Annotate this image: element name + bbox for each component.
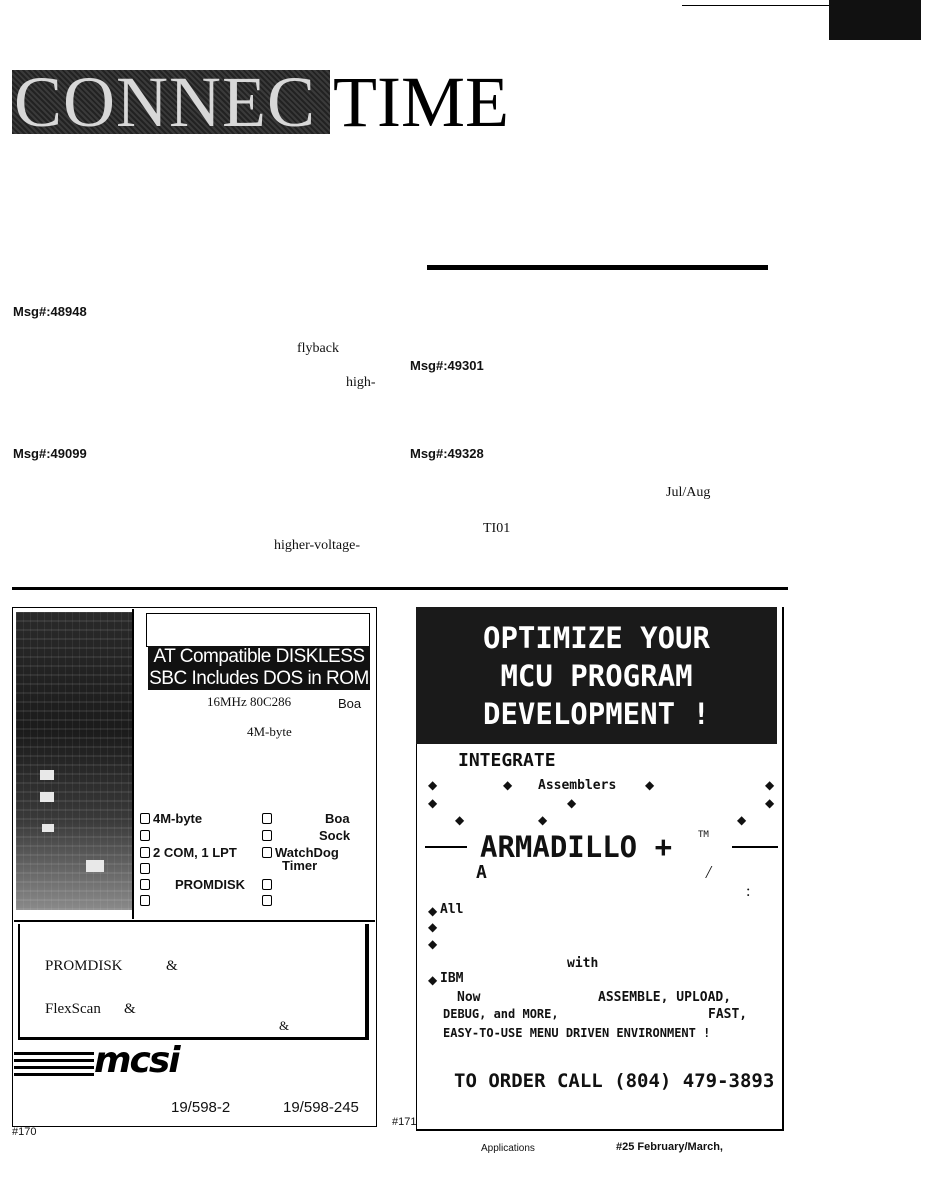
bullet-all: All (440, 902, 464, 917)
debug-more: DEBUG, and MORE, (443, 1007, 559, 1021)
logo-text-left: CONNEC (14, 62, 317, 142)
text-fragment: Jul/Aug (666, 485, 711, 500)
diamond-bullet-icon: ◆ (428, 904, 438, 918)
column-top-rule (427, 265, 768, 270)
board-chip (42, 824, 54, 832)
colon-char: : (746, 883, 751, 900)
body-promdisk: PROMDISK (45, 958, 123, 974)
body-flexscan: FlexScan (45, 1001, 101, 1017)
diamond-bullet-icon: ◆ (428, 937, 438, 951)
spec-memory: 4M-byte (247, 724, 292, 739)
slash-char: / (706, 862, 712, 882)
ad-left-body-box (18, 924, 369, 1040)
checklist-item (262, 877, 275, 892)
ad-left-banner (148, 646, 370, 690)
bullet-ibm: IBM (440, 971, 464, 986)
product-name: ARMADILLO + (480, 830, 673, 864)
board-chip (40, 792, 54, 802)
diamond-bullet-icon: ◆ (737, 813, 747, 827)
diamond-bullet-icon: ◆ (645, 778, 655, 792)
banner-line: AT Compatible DISKLESS (153, 646, 365, 667)
checklist-item: WatchDog (262, 845, 339, 860)
mcsi-logo-text: mcsi (94, 1040, 179, 1081)
fast-word: FAST, (708, 1007, 748, 1022)
assemble-upload: ASSEMBLE, UPLOAD, (598, 990, 732, 1005)
sbc-board-photo (16, 612, 132, 910)
body-ampersand: & (166, 958, 178, 974)
section-rule (12, 587, 788, 590)
checklist-item: 4M-byte (140, 811, 202, 826)
diamond-bullet-icon: ◆ (503, 778, 513, 792)
reader-service-number: #171 (392, 1116, 417, 1128)
product-rule-left (425, 846, 467, 848)
ad-right-headline (416, 607, 777, 744)
spec-board: Boa (338, 696, 362, 711)
message-id: Msg#:48948 (13, 304, 87, 319)
checklist-item (140, 893, 153, 908)
ad-left-rule (14, 920, 375, 922)
headline-line: OPTIMIZE YOUR (483, 621, 710, 655)
ad-left-rule (132, 609, 134, 919)
footer-issue: #25 February/March, (616, 1141, 723, 1153)
text-fragment: high- (346, 375, 376, 390)
spec-cpu: 16MHz 80C286 (207, 694, 292, 709)
message-id: Msg#:49301 (410, 358, 484, 373)
text-fragment: higher-voltage- (274, 538, 361, 553)
diamond-bullet-icon: ◆ (567, 796, 577, 810)
diamond-bullet-icon: ◆ (428, 778, 438, 792)
trademark: TM (698, 830, 709, 840)
with-word: with (567, 956, 599, 971)
logo-text-right: TIME (333, 62, 509, 142)
diamond-bullet-icon: ◆ (765, 778, 775, 792)
top-rule (682, 5, 832, 6)
banner-line: SBC Includes DOS in ROM (149, 668, 369, 689)
body-ampersand: & (279, 1018, 290, 1033)
assemblers-word: Assemblers (538, 778, 617, 793)
fax-number: 19/598-245 (283, 1099, 359, 1116)
body-ampersand: & (124, 1001, 136, 1017)
integrate-word: INTEGRATE (458, 750, 556, 771)
reader-service-number: #170 (12, 1126, 37, 1138)
board-chip (86, 860, 104, 872)
checklist-item-timer: Timer (282, 858, 318, 873)
text-fragment: flyback (297, 341, 339, 356)
diamond-bullet-icon: ◆ (765, 796, 775, 810)
checklist-item (140, 828, 153, 843)
a-letter: A (476, 862, 487, 883)
diamond-bullet-icon: ◆ (538, 813, 548, 827)
diamond-bullet-icon: ◆ (428, 920, 438, 934)
diamond-bullet-icon: ◆ (455, 813, 465, 827)
product-rule-right (732, 846, 778, 848)
diamond-bullet-icon: ◆ (428, 796, 438, 810)
checklist-item: Sock (262, 828, 350, 843)
footer-applications: Applications (481, 1143, 535, 1154)
headline-line: MCU PROGRAM (500, 659, 693, 693)
checklist-item (140, 861, 153, 876)
text-fragment: TI01 (483, 521, 511, 536)
headline-line: DEVELOPMENT ! (483, 697, 710, 731)
checklist-item: Boa (262, 811, 350, 826)
ad-left-top-box (146, 613, 370, 647)
checklist-item: 2 COM, 1 LPT (140, 845, 237, 860)
board-chip (40, 770, 54, 780)
diamond-bullet-icon: ◆ (428, 973, 438, 987)
message-id: Msg#:49099 (13, 446, 87, 461)
checklist-item: PROMDISK (140, 877, 245, 892)
order-line: TO ORDER CALL (804) 479-3893 (454, 1070, 775, 1092)
checklist-item (262, 893, 275, 908)
phone-number: 19/598-2 (171, 1099, 231, 1116)
mcsi-logo (14, 1040, 204, 1082)
now-word: Now (457, 990, 481, 1005)
message-id: Msg#:49328 (410, 446, 484, 461)
corner-black-block (829, 0, 921, 40)
easy-menu-line: EASY-TO-USE MENU DRIVEN ENVIRONMENT ! (443, 1026, 711, 1040)
